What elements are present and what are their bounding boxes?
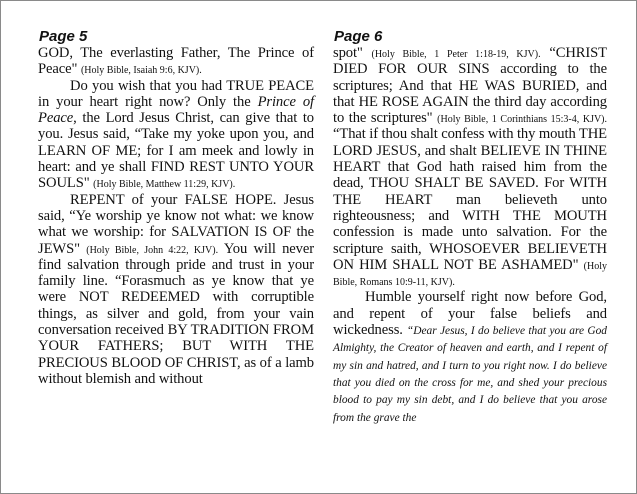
emphasis-text: Prince of Peace <box>38 93 314 127</box>
body-text: , the Lord Jesus Christ, can give that to you. Jesus said, “Take my yoke upon you, and LEARN OF ME; for I am meek and lowly in heart: and ye shall FIND REST UNTO YOUR SOULS" <box>38 110 314 192</box>
paragraph <box>38 45 314 78</box>
paragraph <box>333 45 607 289</box>
scripture-reference: (Holy Bible, Matthew 11:29, KJV). <box>93 179 236 191</box>
scripture-reference: (Holy Bible, 1 Corinthians 15:3-4, KJV). <box>437 114 608 126</box>
prayer-text: “Dear Jesus, I do believe that you are God Almighty, the Creator of heaven and earth, and I repent of my sin and hatred, and I turn to you right now. I do believe that you died on the cross for me, and shed your precious blood to pay my sin debt, and I do believe that you arose from the grave the <box>333 325 607 424</box>
body-text: Do you wish that you had TRUE PEACE in your heart right now? Only the <box>38 77 314 110</box>
body-text: “That if thou shalt confess with thy mouth THE LORD JESUS, and shalt BELIEVE IN THINE HEART that God hath raised him from the dead, THOU SHALT BE SAVED. For WITH THE HEART man believeth unto righteousness; and WITH THE MOUTH confession is made unto salvation. For the scripture saith, WHOSOEVER BELIEVETH ON HIM SHALL NOT BE ASHAMED" <box>333 126 607 273</box>
paragraph <box>38 192 314 388</box>
body-text: GOD, The everlasting Father, The Prince of Peace" <box>38 45 314 78</box>
scripture-reference: (Holy Bible, John 4:22, KJV). <box>86 244 219 256</box>
page-heading: Page 6 <box>334 28 383 45</box>
paragraph <box>38 78 314 192</box>
page-6 <box>333 0 607 426</box>
body-text: “CHRIST DIED FOR OUR SINS according to the scriptures; And that HE WAS BURIED, and that HE ROSE AGAIN the third day according to the scriptures" <box>333 45 607 127</box>
paragraph <box>333 289 607 425</box>
page-heading: Page 5 <box>39 28 88 45</box>
page-5 <box>38 0 314 387</box>
body-text: You will never find salvation through pride and trust in your family line. “Forasmuch as ye know that ye were NOT REDEEMED with corruptible things, as silver and gold, from your vain conversation received BY TRADITION FROM YOUR FATHERS; BUT WITH THE PRECIOUS BLOOD OF CHRIST, as of a lamb without blemish and without <box>38 240 315 387</box>
body-text: Humble yourself right now before God, and repent of your false beliefs and wickedness. <box>333 289 607 339</box>
scripture-reference: (Holy Bible, Isaiah 9:6, KJV). <box>80 65 202 77</box>
body-text: REPENT of your FALSE HOPE. Jesus said, “Ye worship ye know not what: we know what we worship: for SALVATION IS OF the JEWS" <box>38 191 314 257</box>
scripture-reference: (Holy Bible, Romans 10:9-11, KJV). <box>333 260 607 289</box>
body-text: spot" <box>333 45 372 61</box>
scripture-reference: (Holy Bible, 1 Peter 1:18-19, KJV). <box>371 49 541 60</box>
